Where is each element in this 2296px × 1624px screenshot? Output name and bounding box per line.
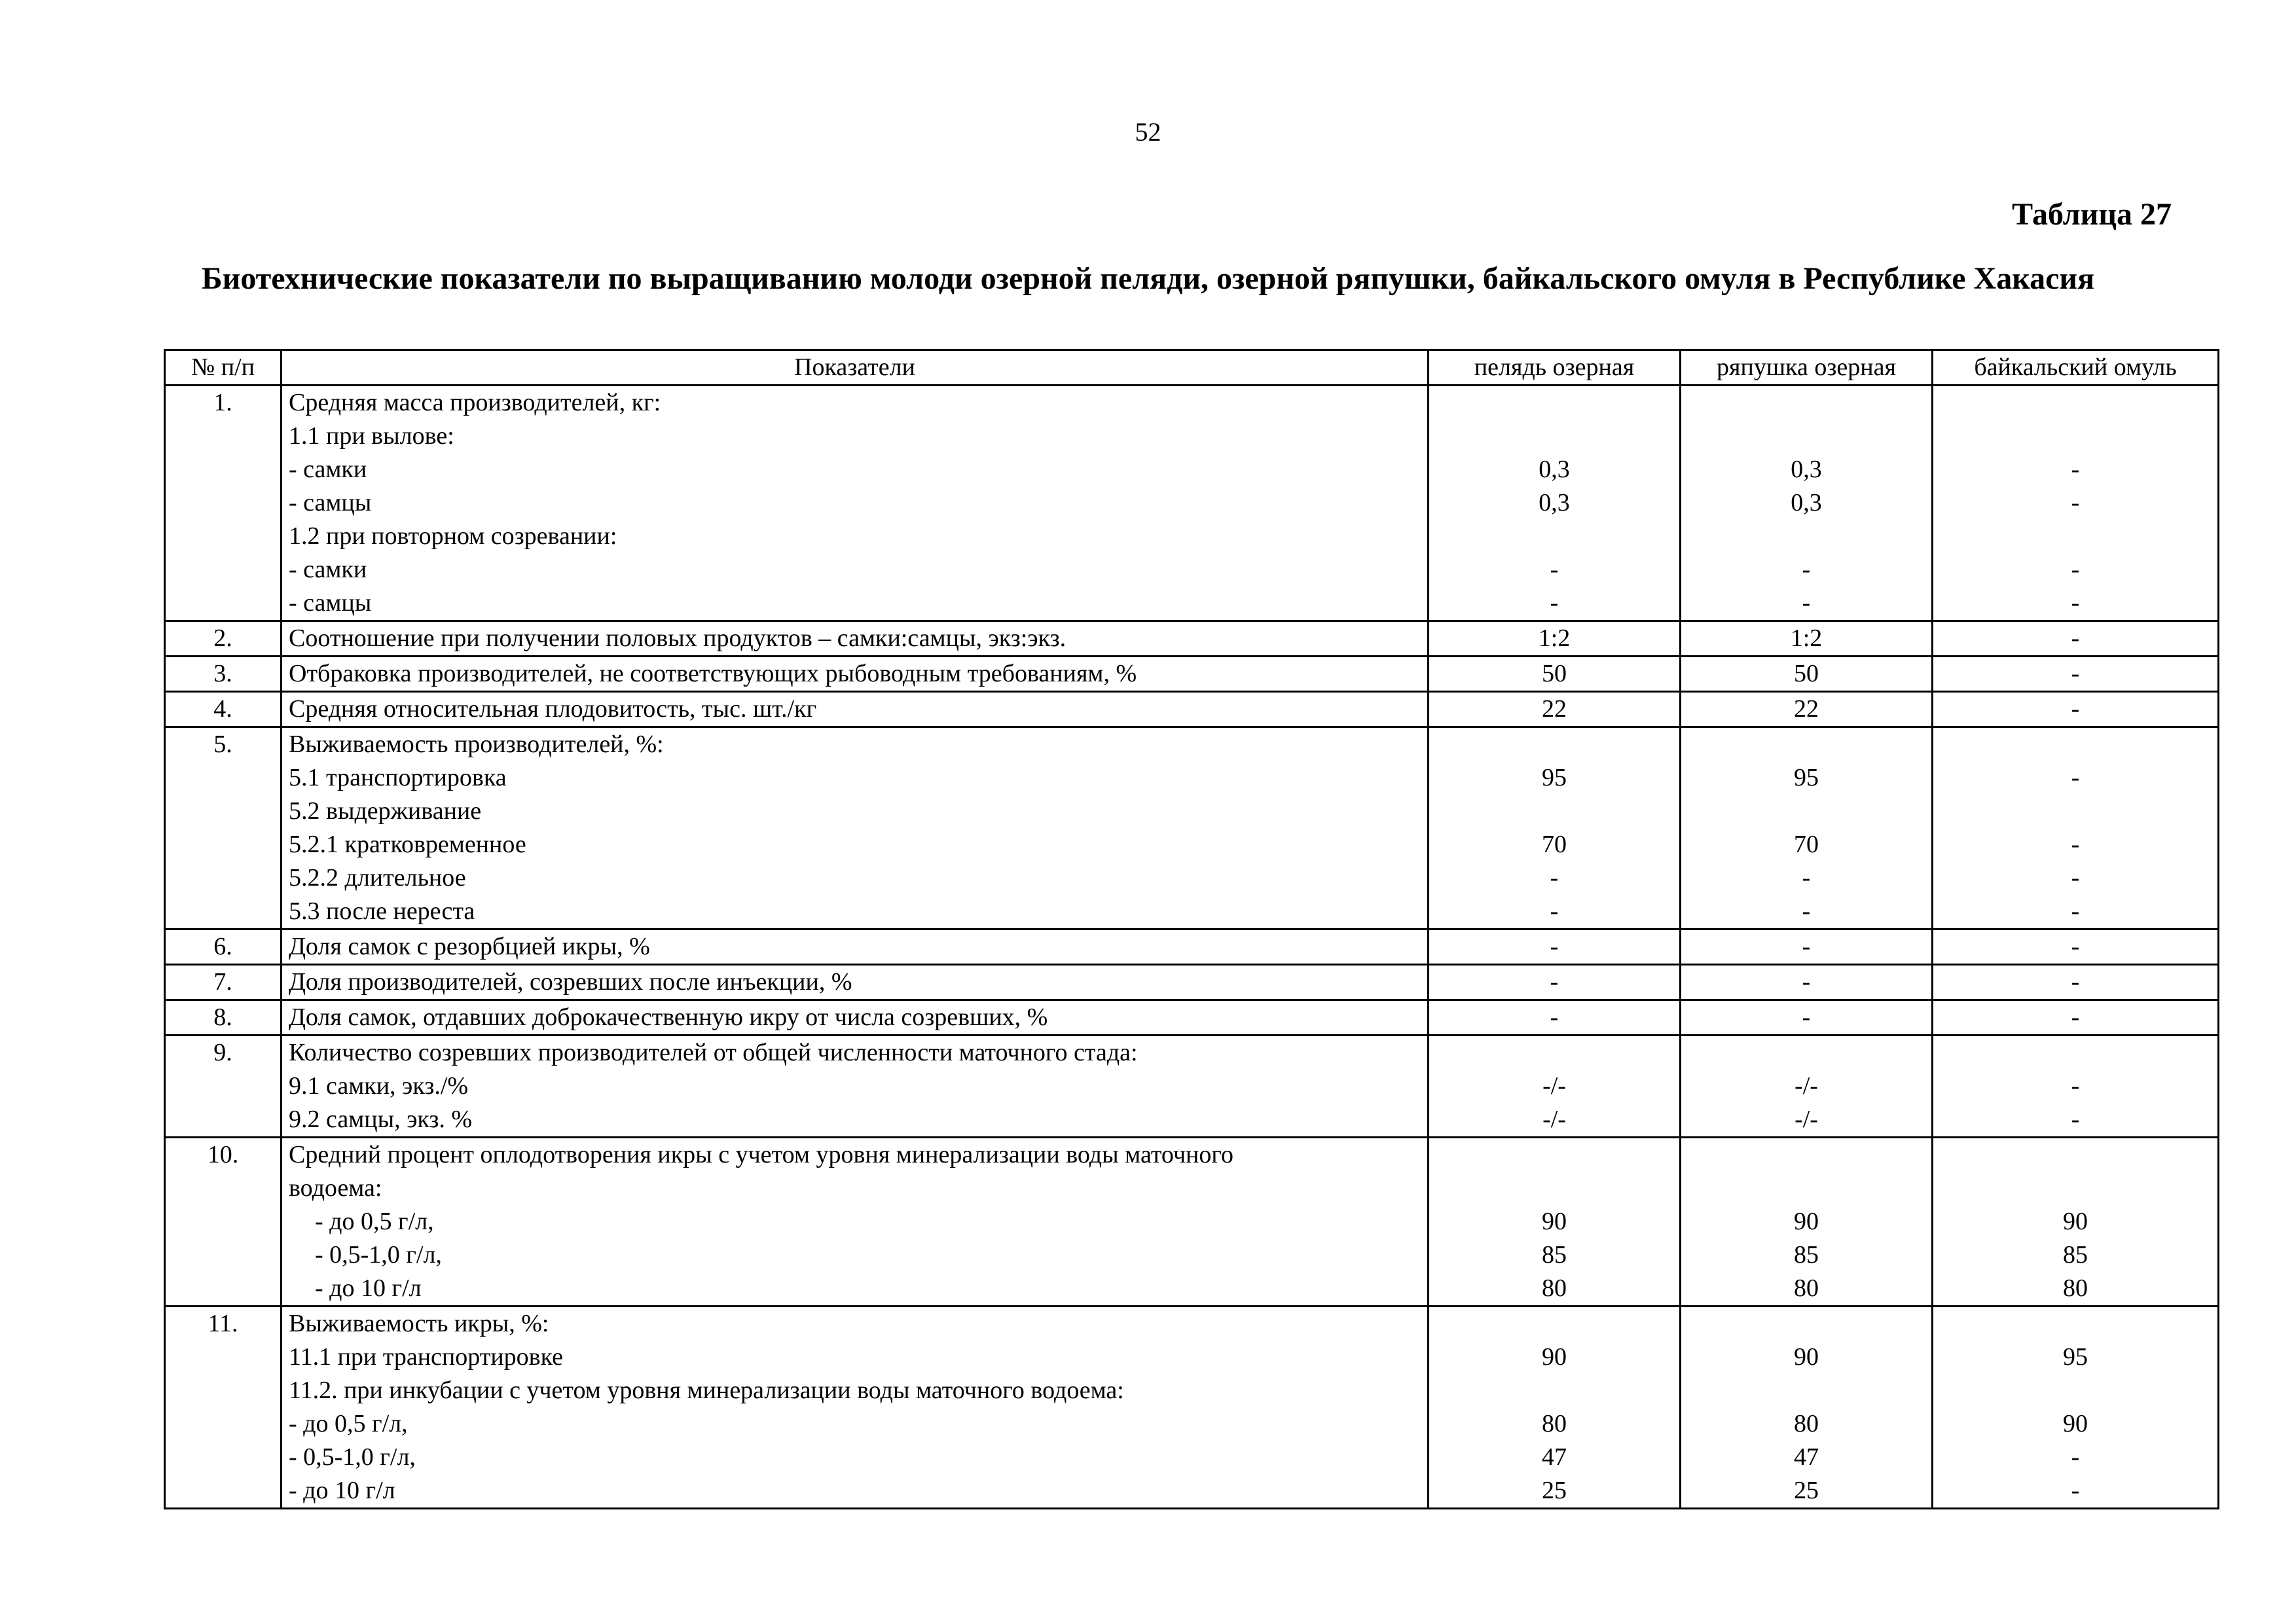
indicator-cell: [282, 692, 1429, 727]
peled-value: 0,3: [1539, 489, 1570, 516]
peled-value: -: [1550, 864, 1559, 892]
indicator-cell: [282, 965, 1429, 1000]
peled-value: -: [1550, 589, 1559, 617]
indicator-line: Средняя относительная плодовитость, тыс. шт./кг: [289, 695, 817, 723]
ryapushka-cell: [1681, 929, 1933, 965]
omul-cell: [1933, 1000, 2219, 1036]
peled-value: 90: [1542, 1208, 1567, 1235]
ryapushka-value: [1688, 1374, 1925, 1407]
ryapushka-value: [1688, 1307, 1925, 1341]
omul-value: -: [2071, 695, 2080, 723]
omul-value: [1940, 1138, 2211, 1172]
ryapushka-cell: [1681, 692, 1933, 727]
peled-cell: [1429, 929, 1681, 965]
row-number: 4.: [165, 692, 282, 727]
ryapushka-value: -/-: [1795, 1106, 1818, 1133]
indicator-line: 5.2.2 длительное: [289, 864, 466, 892]
omul-cell: [1933, 1036, 2219, 1138]
omul-value: -: [2071, 1443, 2080, 1471]
indicator-line: - до 0,5 г/л,: [289, 1410, 408, 1437]
peled-value: 25: [1542, 1477, 1567, 1504]
indicator-line: - 0,5-1,0 г/л,: [315, 1241, 442, 1269]
omul-value: [1940, 1307, 2211, 1341]
peled-value: [1436, 1307, 1673, 1341]
omul-value: -: [2071, 624, 2080, 652]
peled-cell: [1429, 386, 1681, 621]
omul-value: 90: [2063, 1208, 2088, 1235]
peled-value: [1436, 1374, 1673, 1407]
peled-value: 50: [1542, 660, 1567, 687]
omul-cell: [1933, 657, 2219, 692]
ryapushka-cell: [1681, 621, 1933, 657]
table-row: [165, 965, 2219, 1000]
peled-value: -: [1550, 933, 1559, 960]
peled-value: [1436, 728, 1673, 761]
omul-value: [1940, 795, 2211, 828]
indicator-line: 11.1 при транспортировке: [289, 1343, 564, 1371]
peled-cell: [1429, 1138, 1681, 1307]
omul-cell: [1933, 386, 2219, 621]
ryapushka-value: -: [1802, 1003, 1811, 1031]
ryapushka-value: -: [1802, 897, 1811, 925]
ryapushka-value: 95: [1794, 764, 1819, 791]
peled-value: 47: [1542, 1443, 1567, 1471]
row-number: 11.: [165, 1307, 282, 1509]
peled-value: 22: [1542, 695, 1567, 723]
ryapushka-value: [1688, 520, 1925, 553]
ryapushka-value: [1688, 1172, 1925, 1205]
omul-value: [1940, 520, 2211, 553]
peled-value: -: [1550, 897, 1559, 925]
omul-cell: [1933, 965, 2219, 1000]
omul-cell: [1933, 727, 2219, 929]
ryapushka-cell: [1681, 727, 1933, 929]
ryapushka-value: 47: [1794, 1443, 1819, 1471]
indicator-line: 1.2 при повторном созревании:: [289, 522, 617, 550]
peled-value: 80: [1542, 1274, 1567, 1302]
indicator-cell: [282, 727, 1429, 929]
ryapushka-value: [1688, 795, 1925, 828]
ryapushka-value: 90: [1794, 1208, 1819, 1235]
peled-cell: [1429, 1036, 1681, 1138]
indicator-line: - 0,5-1,0 г/л,: [289, 1443, 416, 1471]
indicator-line: 1.1 при вылове:: [289, 422, 454, 450]
indicator-line: Выживаемость производителей, %:: [289, 731, 664, 758]
indicator-line: Количество созревших производителей от общей численности маточного стада:: [289, 1039, 1138, 1066]
omul-cell: [1933, 692, 2219, 727]
table-row: [165, 1138, 2219, 1307]
indicator-line: - самки: [289, 456, 367, 483]
ryapushka-value: 85: [1794, 1241, 1819, 1269]
indicator-cell: [282, 386, 1429, 621]
indicator-line: 5.3 после нереста: [289, 897, 475, 925]
ryapushka-cell: [1681, 1138, 1933, 1307]
ryapushka-value: [1688, 386, 1925, 420]
ryapushka-value: 80: [1794, 1274, 1819, 1302]
peled-value: [1436, 1138, 1673, 1172]
omul-value: [1940, 386, 2211, 420]
omul-value: -: [2071, 897, 2080, 925]
omul-value: -: [2071, 1106, 2080, 1133]
ryapushka-value: 1:2: [1790, 624, 1823, 652]
table-header-row: [165, 350, 2219, 386]
ryapushka-value: [1688, 420, 1925, 453]
peled-value: 90: [1542, 1343, 1567, 1371]
omul-value: -: [2071, 660, 2080, 687]
ryapushka-value: -: [1802, 968, 1811, 996]
peled-value: 80: [1542, 1410, 1567, 1437]
table-row: [165, 727, 2219, 929]
row-number: 9.: [165, 1036, 282, 1138]
header-ryapushka: ряпушка озерная: [1681, 350, 1933, 386]
indicator-line: - до 10 г/л: [315, 1274, 422, 1302]
peled-cell: [1429, 692, 1681, 727]
indicator-line: - самцы: [289, 489, 372, 516]
indicator-cell: [282, 1307, 1429, 1509]
omul-cell: [1933, 1138, 2219, 1307]
peled-value: -: [1550, 556, 1559, 583]
peled-value: [1436, 420, 1673, 453]
ryapushka-value: 25: [1794, 1477, 1819, 1504]
row-number: 5.: [165, 727, 282, 929]
ryapushka-value: [1688, 1036, 1925, 1070]
indicator-cell: [282, 621, 1429, 657]
table-row: [165, 1307, 2219, 1509]
peled-cell: [1429, 657, 1681, 692]
indicator-line: Соотношение при получении половых продуктов – самки:самцы, экз:экз.: [289, 624, 1066, 652]
peled-cell: [1429, 727, 1681, 929]
omul-cell: [1933, 1307, 2219, 1509]
ryapushka-value: 0,3: [1791, 456, 1822, 483]
indicator-line: Доля самок, отдавших доброкачественную икру от числа созревших, %: [289, 1003, 1048, 1031]
ryapushka-value: [1688, 1138, 1925, 1172]
peled-cell: [1429, 1000, 1681, 1036]
peled-cell: [1429, 965, 1681, 1000]
ryapushka-cell: [1681, 1036, 1933, 1138]
document-title: Биотехнические показатели по выращиванию молоди озерной пеляди, озерной ряпушки, байкальского омуля в Республике Хакасия: [201, 261, 2095, 296]
ryapushka-cell: [1681, 657, 1933, 692]
indicator-cell: [282, 1036, 1429, 1138]
table-row: [165, 1036, 2219, 1138]
peled-value: -/-: [1542, 1072, 1566, 1100]
ryapushka-value: -: [1802, 933, 1811, 960]
row-number: 2.: [165, 621, 282, 657]
row-number: 7.: [165, 965, 282, 1000]
biotech-indicators-table: [164, 349, 2219, 1509]
peled-value: -/-: [1542, 1106, 1566, 1133]
omul-value: -: [2071, 864, 2080, 892]
peled-value: 85: [1542, 1241, 1567, 1269]
indicator-line: 5.1 транспортировка: [289, 764, 507, 791]
ryapushka-value: -/-: [1795, 1072, 1818, 1100]
indicator-line: Средний процент оплодотворения икры с учетом уровня минерализации воды маточного: [289, 1141, 1234, 1168]
omul-value: [1940, 728, 2211, 761]
ryapushka-value: 50: [1794, 660, 1819, 687]
indicator-cell: [282, 1000, 1429, 1036]
peled-value: -: [1550, 968, 1559, 996]
omul-value: -: [2071, 489, 2080, 516]
peled-value: [1436, 386, 1673, 420]
peled-value: [1436, 1036, 1673, 1070]
indicator-cell: [282, 657, 1429, 692]
omul-value: -: [2071, 831, 2080, 858]
omul-value: -: [2071, 933, 2080, 960]
omul-value: [1940, 1172, 2211, 1205]
peled-value: 70: [1542, 831, 1567, 858]
indicator-line: - самцы: [289, 589, 372, 617]
indicator-cell: [282, 929, 1429, 965]
table-body: [165, 386, 2219, 1509]
header-indicator: Показатели: [282, 350, 1429, 386]
ryapushka-cell: [1681, 386, 1933, 621]
indicator-line: - до 0,5 г/л,: [315, 1208, 434, 1235]
indicator-line: 9.2 самцы, экз. %: [289, 1106, 473, 1133]
omul-value: -: [2071, 968, 2080, 996]
omul-value: -: [2071, 589, 2080, 617]
peled-value: 95: [1542, 764, 1567, 791]
ryapushka-value: 22: [1794, 695, 1819, 723]
table-row: [165, 929, 2219, 965]
omul-value: [1940, 420, 2211, 453]
indicator-line: 9.1 самки, экз./%: [289, 1072, 469, 1100]
row-number: 3.: [165, 657, 282, 692]
table-row: [165, 386, 2219, 621]
peled-value: [1436, 1172, 1673, 1205]
omul-value: 80: [2063, 1274, 2088, 1302]
peled-cell: [1429, 621, 1681, 657]
header-omul: байкальский омуль: [1933, 350, 2219, 386]
omul-value: -: [2071, 1003, 2080, 1031]
omul-value: [1940, 1036, 2211, 1070]
indicator-line: 5.2.1 кратковременное: [289, 831, 526, 858]
table-row: [165, 692, 2219, 727]
indicator-line: водоема:: [289, 1174, 382, 1202]
indicator-line: Доля производителей, созревших после инъекции, %: [289, 968, 852, 996]
ryapushka-value: [1688, 728, 1925, 761]
omul-cell: [1933, 929, 2219, 965]
indicator-cell: [282, 1138, 1429, 1307]
peled-value: [1436, 795, 1673, 828]
table-label: Таблица 27: [2012, 197, 2172, 232]
table-row: [165, 621, 2219, 657]
peled-cell: [1429, 1307, 1681, 1509]
omul-value: 95: [2063, 1343, 2088, 1371]
omul-value: -: [2071, 556, 2080, 583]
ryapushka-value: 90: [1794, 1343, 1819, 1371]
page-number: 52: [1135, 117, 1161, 147]
ryapushka-cell: [1681, 1307, 1933, 1509]
omul-value: -: [2071, 1072, 2080, 1100]
row-number: 8.: [165, 1000, 282, 1036]
header-peled: пелядь озерная: [1429, 350, 1681, 386]
indicator-line: - до 10 г/л: [289, 1477, 395, 1504]
omul-value: -: [2071, 764, 2080, 791]
peled-value: 0,3: [1539, 456, 1570, 483]
omul-value: [1940, 1374, 2211, 1407]
indicator-line: - самки: [289, 556, 367, 583]
ryapushka-value: 70: [1794, 831, 1819, 858]
peled-value: -: [1550, 1003, 1559, 1031]
omul-value: 90: [2063, 1410, 2088, 1437]
omul-value: 85: [2063, 1241, 2088, 1269]
ryapushka-cell: [1681, 965, 1933, 1000]
peled-value: 1:2: [1538, 624, 1571, 652]
indicator-line: 5.2 выдерживание: [289, 797, 482, 825]
omul-cell: [1933, 621, 2219, 657]
indicator-line: 11.2. при инкубации с учетом уровня минерализации воды маточного водоема:: [289, 1377, 1124, 1404]
row-number: 6.: [165, 929, 282, 965]
header-num: № п/п: [165, 350, 282, 386]
ryapushka-value: 80: [1794, 1410, 1819, 1437]
table-row: [165, 1000, 2219, 1036]
ryapushka-value: -: [1802, 556, 1811, 583]
ryapushka-cell: [1681, 1000, 1933, 1036]
peled-value: [1436, 520, 1673, 553]
indicator-line: Выживаемость икры, %:: [289, 1310, 549, 1337]
row-number: 1.: [165, 386, 282, 621]
ryapushka-value: -: [1802, 864, 1811, 892]
row-number: 10.: [165, 1138, 282, 1307]
indicator-line: Доля самок с резорбцией икры, %: [289, 933, 650, 960]
omul-value: -: [2071, 1477, 2080, 1504]
indicator-line: Отбраковка производителей, не соответствующих рыбоводным требованиям, %: [289, 660, 1137, 687]
indicator-line: Средняя масса производителей, кг:: [289, 389, 661, 416]
ryapushka-value: 0,3: [1791, 489, 1822, 516]
ryapushka-value: -: [1802, 589, 1811, 617]
omul-value: -: [2071, 456, 2080, 483]
table-row: [165, 657, 2219, 692]
